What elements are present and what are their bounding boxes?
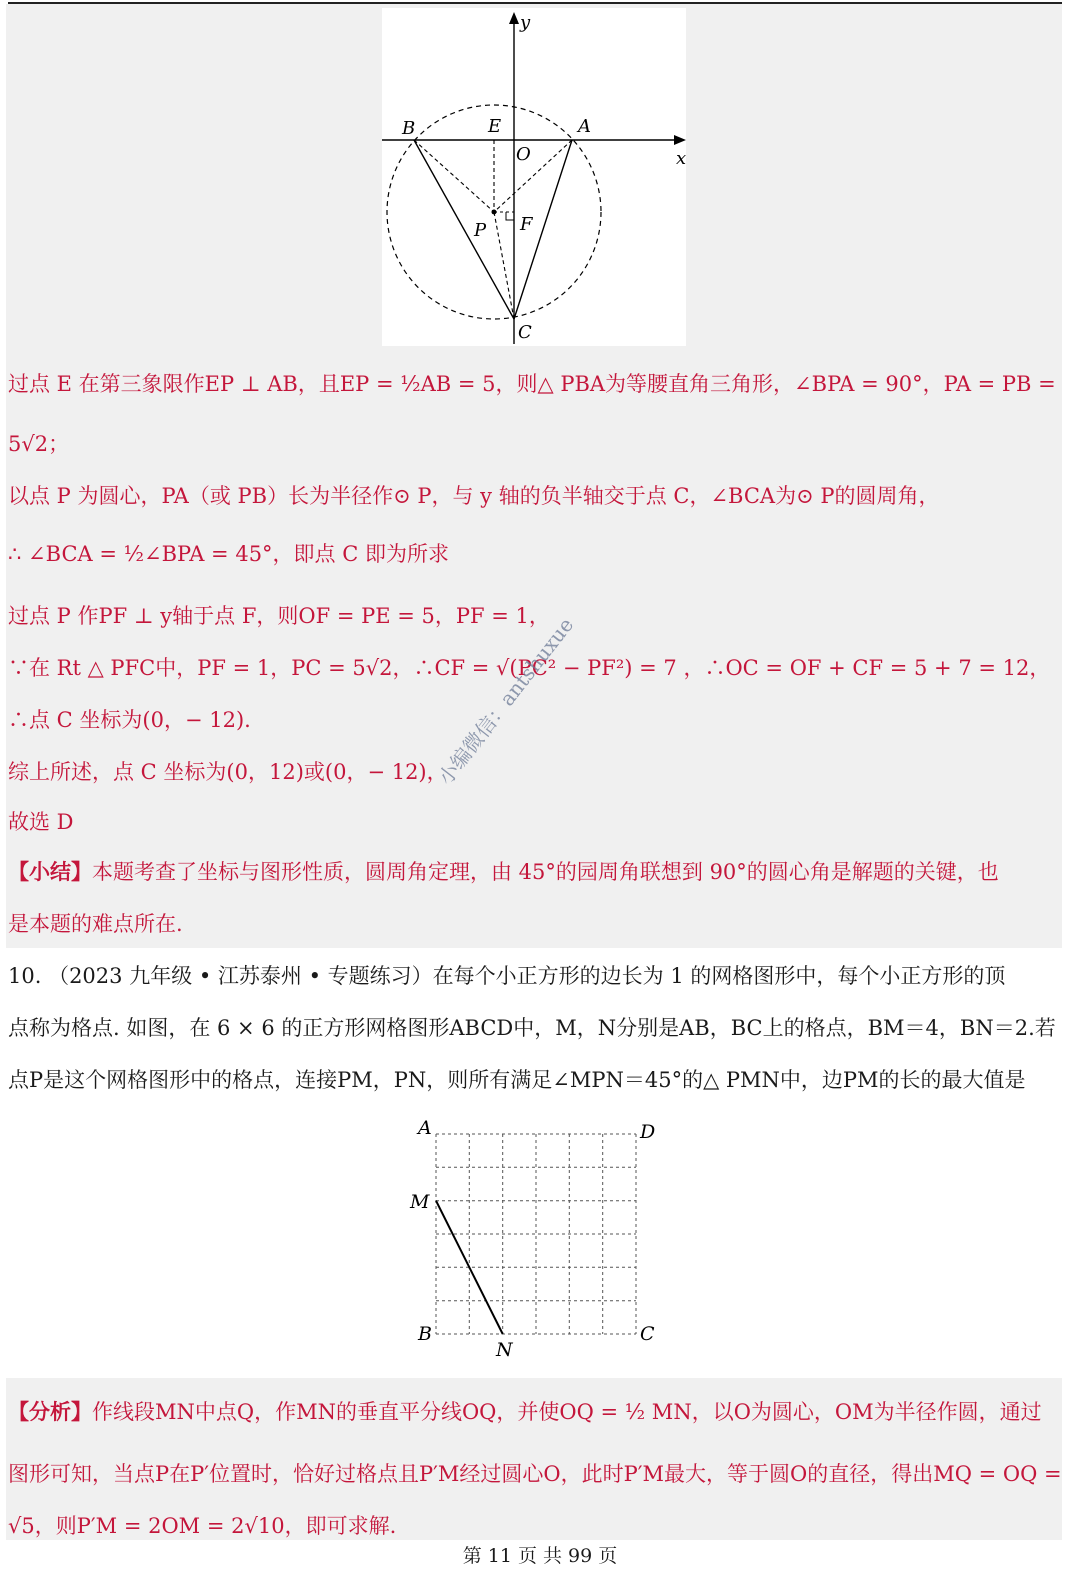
label-y: y: [520, 12, 531, 33]
solution-line-9: 故选 D: [8, 810, 74, 834]
analysis-line-3: √5，则P′M = 2OM = 2√10，即可求解.: [8, 1514, 397, 1538]
analysis-line-2: 图形可知，当点P在P′位置时，恰好过格点且P′M经过圆心O，此时P′M最大，等于圆O的直径，得出MQ = OQ =: [8, 1462, 1062, 1486]
label-C: C: [518, 322, 532, 343]
figure-coordinate-circle: [382, 8, 686, 346]
label-B: B: [402, 118, 416, 139]
label-N2: N: [496, 1339, 513, 1361]
solution-line-6: ∵在 Rt △ PFC中，PF = 1，PC = 5√2，∴CF = √(PC² − PF²) = 7 ，∴OC = OF + CF = 5 + 7 = 12，: [8, 656, 1051, 680]
label-P: P: [474, 220, 487, 241]
analysis-text-1: 作线段MN中点Q，作MN的垂直平分线OQ，并使OQ = ½ MN，以O为圆心，OM为半径作圆，通过: [92, 1400, 1042, 1424]
figure-grid: [400, 1112, 680, 1362]
label-x: x: [676, 148, 686, 169]
label-A: A: [578, 116, 591, 137]
summary-line-2: 是本题的难点所在.: [8, 912, 183, 936]
summary-tag: 【小结】: [8, 859, 92, 884]
solution-line-2: 5√2；: [8, 432, 70, 456]
label-B2: B: [418, 1323, 432, 1345]
question-line-2: 点称为格点. 如图，在 6 × 6 的正方形网格图形ABCD中，M，N分别是AB，BC上的格点，BM＝4，BN＝2.若: [8, 1016, 1056, 1040]
label-F: F: [520, 214, 533, 235]
solution-line-7: ∴点 C 坐标为(0，− 12).: [8, 708, 251, 732]
analysis-line-1: [8, 1398, 1042, 1426]
label-M2: M: [410, 1191, 430, 1213]
label-O: O: [516, 144, 531, 165]
question-line-1: 10. （2023 九年级 • 江苏泰州 • 专题练习）在每个小正方形的边长为 1 的网格图形中，每个小正方形的顶: [8, 964, 1006, 988]
page-footer: 第 11 页 共 99 页: [462, 1545, 618, 1567]
question-line-3: 点P是这个网格图形中的格点，连接PM，PN，则所有满足∠MPN＝45°的△ PMN中，边PM的长的最大值是: [8, 1068, 1026, 1092]
label-D2: D: [640, 1121, 656, 1143]
solution-line-5: 过点 P 作PF ⊥ y轴于点 F，则OF = PE = 5，PF = 1，: [8, 604, 550, 628]
solution-line-3: 以点 P 为圆心，PA（或 PB）长为半径作⊙ P，与 y 轴的负半轴交于点 C，∠BCA为⊙ P的圆周角，: [8, 484, 940, 508]
summary-line-1: [8, 858, 999, 886]
solution-line-4: ∴ ∠BCA = ½∠BPA = 45°，即点 C 即为所求: [8, 542, 449, 566]
summary-text-1: 本题考查了坐标与图形性质，圆周角定理，由 45°的园周角联想到 90°的圆心角是解题的关键，也: [92, 860, 999, 884]
solution-line-8: 综上所述，点 C 坐标为(0，12)或(0，− 12)，: [8, 760, 448, 784]
solution-line-1: 过点 E 在第三象限作EP ⊥ AB，且EP = ½AB = 5，则△ PBA为等腰直角三角形，∠BPA = 90°，PA = PB =: [8, 372, 1056, 396]
label-C2: C: [640, 1323, 655, 1345]
label-A2: A: [418, 1117, 432, 1139]
watermark: 小编微信：antshuxue: [433, 613, 579, 790]
analysis-tag: 【分析】: [8, 1399, 92, 1424]
label-E: E: [488, 116, 502, 137]
